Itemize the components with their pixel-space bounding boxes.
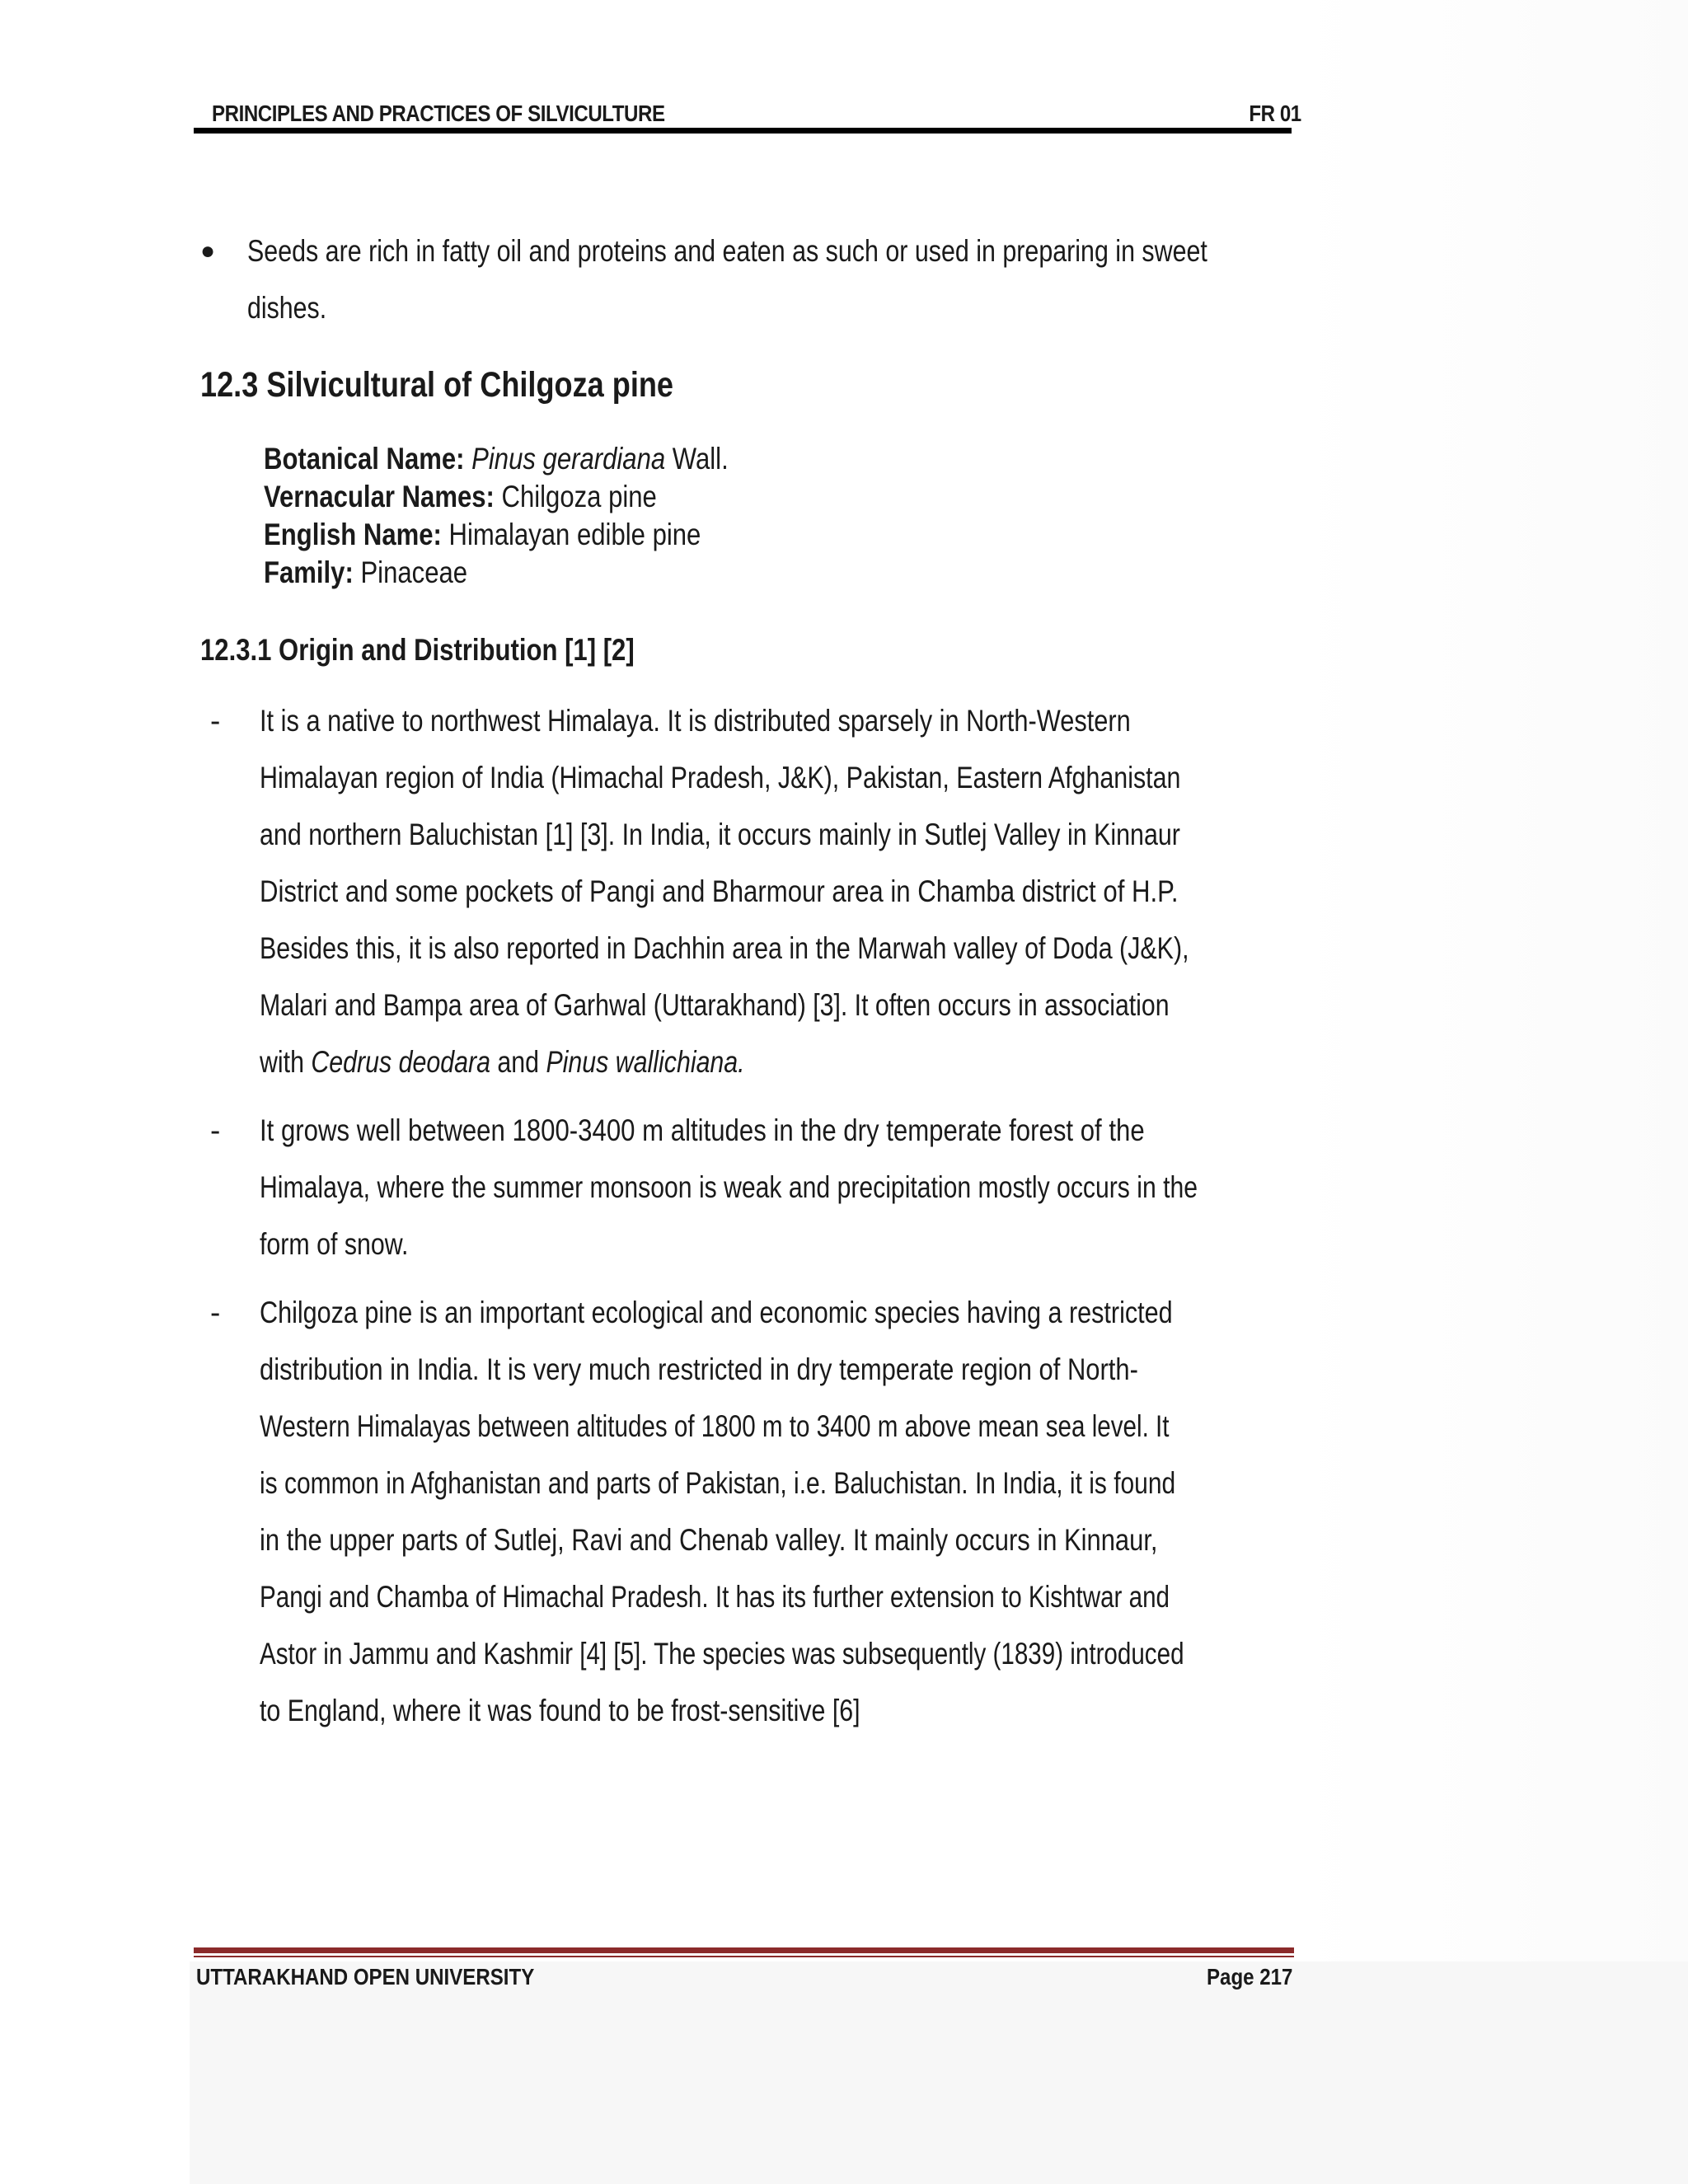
text-line: in the upper parts of Sutlej, Ravi and Chenab valley. It mainly occurs in Kinnaur,	[260, 1523, 1158, 1557]
text-line: Himalaya, where the summer monsoon is weak and precipitation mostly occurs in the	[260, 1170, 1198, 1204]
species-name: Pinus wallichiana.	[546, 1045, 745, 1079]
distribution-paragraph-3	[260, 1284, 1292, 1739]
page-margin-shade	[1294, 0, 1688, 2184]
family-label: Family:	[264, 555, 354, 589]
header-title: PRINCIPLES AND PRACTICES OF SILVICULTURE	[212, 101, 665, 126]
footer-rule	[194, 1947, 1294, 1953]
family-value: Pinaceae	[360, 555, 468, 589]
text-line: Malari and Bampa area of Garhwal (Uttarakhand) [3]. It often occurs in association	[260, 988, 1170, 1022]
text-line: form of snow.	[260, 1227, 409, 1261]
text-line: to England, where it was found to be frost-sensitive [6]	[260, 1694, 860, 1727]
text-line: dishes.	[247, 291, 327, 325]
text-line: Pangi and Chamba of Himachal Pradesh. It has its further extension to Kishtwar and	[260, 1580, 1170, 1614]
vernacular-name-value: Chilgoza pine	[501, 480, 657, 513]
subsection-heading: 12.3.1 Origin and Distribution [1] [2]	[200, 633, 635, 667]
species-name: Cedrus deodara	[311, 1045, 490, 1079]
botanical-info-block	[264, 440, 817, 592]
botanical-name-row	[264, 440, 729, 478]
text-fragment: with	[260, 1045, 312, 1079]
footer-institution: UTTARAKHAND OPEN UNIVERSITY	[196, 1964, 535, 1990]
family-row	[264, 554, 729, 592]
text-line: Chilgoza pine is an important ecological and economic species having a restricted	[260, 1296, 1173, 1329]
text-line: is common in Afghanistan and parts of Pakistan, i.e. Baluchistan. In India, it is found	[260, 1466, 1176, 1500]
text-line: Besides this, it is also reported in Dachhin area in the Marwah valley of Doda (J&K),	[260, 931, 1189, 965]
english-name-value: Himalayan edible pine	[448, 518, 701, 551]
dash-marker: -	[210, 704, 221, 738]
header-course-code: FR 01	[1249, 101, 1301, 126]
vernacular-name-label: Vernacular Names:	[264, 480, 495, 513]
section-heading: 12.3 Silvicultural of Chilgoza pine	[200, 365, 674, 405]
text-line: and northern Baluchistan [1] [3]. In India, it occurs mainly in Sutlej Valley in Kinnaur	[260, 818, 1180, 851]
text-line: Himalayan region of India (Himachal Pradesh, J&K), Pakistan, Eastern Afghanistan	[260, 761, 1181, 794]
text-line: District and some pockets of Pangi and Bharmour area in Chamba district of H.P.	[260, 874, 1179, 908]
botanical-name-label: Botanical Name:	[264, 442, 465, 476]
distribution-paragraph-2	[260, 1102, 1292, 1272]
text-line: distribution in India. It is very much restricted in dry temperate region of North-	[260, 1352, 1138, 1386]
english-name-row	[264, 516, 729, 554]
distribution-paragraph-1	[260, 692, 1292, 1090]
text-fragment: and	[490, 1045, 546, 1079]
footer-rule-thin	[194, 1956, 1294, 1957]
english-name-label: English Name:	[264, 518, 442, 551]
dash-marker: -	[210, 1113, 221, 1147]
botanical-name-authority: Wall.	[672, 442, 729, 476]
dash-marker: -	[210, 1296, 221, 1329]
text-line: It grows well between 1800-3400 m altitudes in the dry temperate forest of the	[260, 1113, 1145, 1147]
intro-bullet-text	[247, 223, 1292, 336]
vernacular-name-row	[264, 478, 729, 516]
page-bottom-shade	[190, 1961, 1688, 2184]
text-line	[260, 1033, 745, 1090]
text-line: Astor in Jammu and Kashmir [4] [5]. The species was subsequently (1839) introduced	[260, 1637, 1184, 1671]
footer-page-number: Page 217	[1206, 1964, 1292, 1990]
text-line: Western Himalayas between altitudes of 1800 m to 3400 m above mean sea level. It	[260, 1409, 1170, 1443]
text-line: Seeds are rich in fatty oil and proteins and eaten as such or used in preparing in sweet	[247, 234, 1207, 268]
header-rule	[194, 128, 1292, 134]
botanical-name-value: Pinus gerardiana	[471, 442, 666, 476]
text-line: It is a native to northwest Himalaya. It is distributed sparsely in North-Western	[260, 704, 1131, 738]
bullet-icon: ●	[200, 237, 216, 265]
